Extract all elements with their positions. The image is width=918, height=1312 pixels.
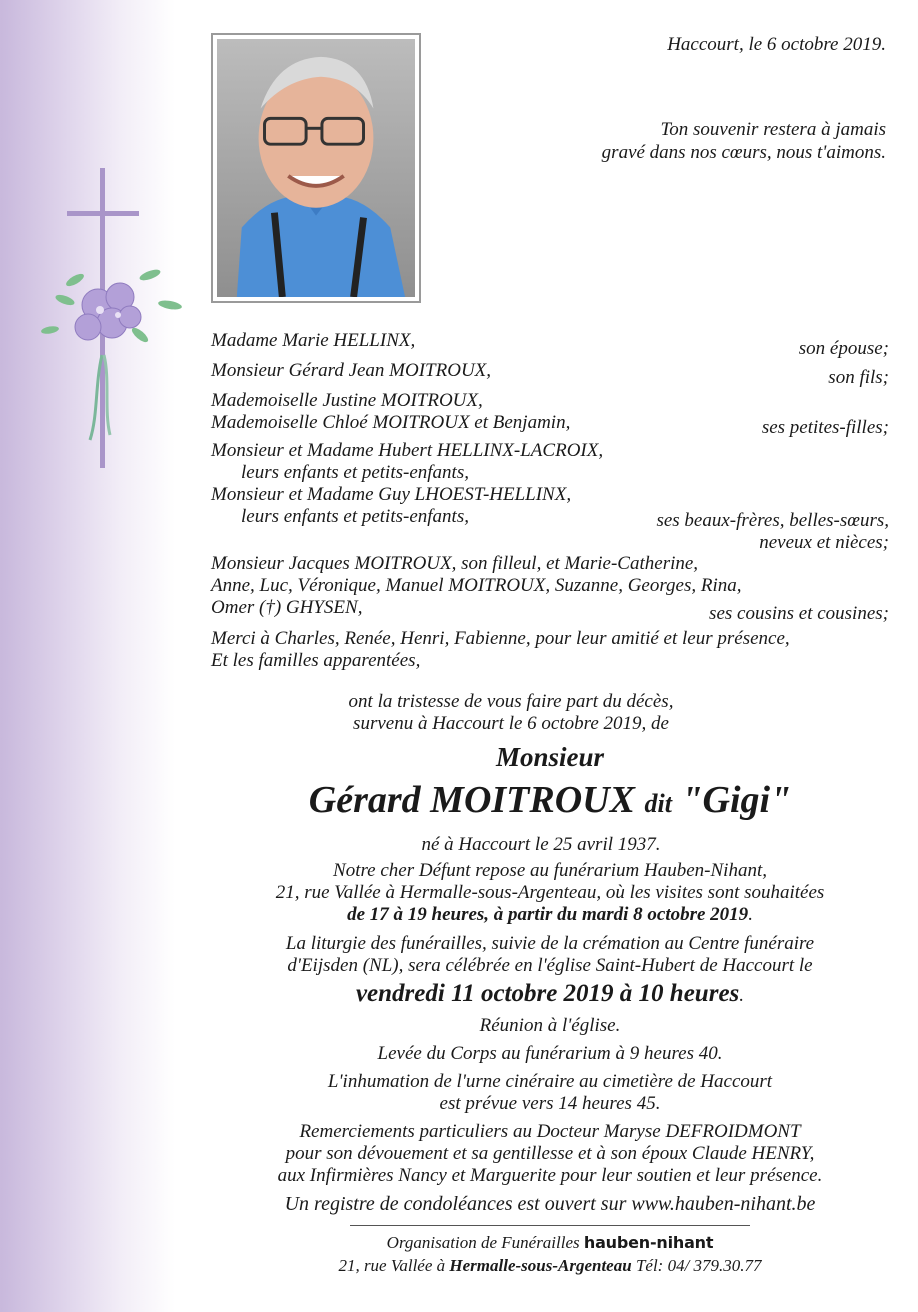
details-line: est prévue vers 14 heures 45. xyxy=(439,1093,661,1114)
ceremony-date-text: vendredi 11 octobre 2019 à 10 heures xyxy=(355,980,740,1007)
family-relation: son épouse; xyxy=(798,338,889,359)
family-entry-spouse xyxy=(211,330,889,359)
family-relation: son fils; xyxy=(828,367,889,388)
memorial-verse xyxy=(602,118,886,164)
family-name: Mademoiselle Justine MOITROUX, xyxy=(211,390,483,411)
family-name: Omer (†) GHYSEN, xyxy=(211,597,363,618)
family-name: Mademoiselle Chloé MOITROUX et Benjamin, xyxy=(211,412,571,433)
family-name: Monsieur et Madame Hubert HELLINX-LACROIX, xyxy=(211,440,604,461)
family-relation: ses petites-filles; xyxy=(761,417,889,438)
birth-info: né à Haccourt le 25 avril 1937. xyxy=(421,834,661,855)
announcement xyxy=(211,691,811,735)
family-name: Anne, Luc, Véronique, Manuel MOITROUX, Suzanne, Georges, Rina, xyxy=(211,575,742,596)
deceased-name-text: Gérard MOITROUX xyxy=(308,779,635,821)
thanks-info xyxy=(150,1121,918,1187)
family-entry-granddaughters xyxy=(211,390,889,438)
family-name: leurs enfants et petits-enfants, xyxy=(241,462,469,483)
family-name: Et les familles apparentées, xyxy=(211,650,421,671)
details-line: Notre cher Défunt repose au funérarium Hauben-Nihant, xyxy=(333,860,767,881)
family-name: Merci à Charles, Renée, Henri, Fabienne, pour leur amitié et leur présence, xyxy=(211,628,790,649)
visit-hours: de 17 à 19 heures, à partir du mardi 8 octobre 2019 xyxy=(347,904,749,925)
details-line-visits xyxy=(200,904,900,926)
footer-address-town: Hermalle-sous-Argenteau xyxy=(449,1256,632,1275)
inhumation-info xyxy=(150,1071,918,1115)
footer-address xyxy=(150,1256,918,1276)
announcement-line: survenu à Haccourt le 6 octobre 2019, de xyxy=(353,713,669,734)
cross-flower-decoration xyxy=(40,165,200,475)
verse-line: Ton souvenir restera à jamais xyxy=(660,119,886,140)
deceased-name xyxy=(150,778,918,822)
family-relation: ses cousins et cousines; xyxy=(709,603,889,624)
levee-info: Levée du Corps au funérarium à 9 heures 40. xyxy=(377,1043,723,1064)
family-name: leurs enfants et petits-enfants, xyxy=(241,506,469,527)
portrait-photo xyxy=(211,33,421,303)
punctuation: . xyxy=(748,904,753,925)
details-line: aux Infirmières Nancy et Marguerite pour leur soutien et leur présence. xyxy=(277,1165,823,1186)
dateline: Haccourt, le 6 octobre 2019. xyxy=(667,34,886,55)
footer-address-prefix: 21, rue Vallée à xyxy=(338,1256,446,1275)
family-name: Madame Marie HELLINX, xyxy=(211,330,416,351)
deceased-dit: dit xyxy=(644,789,672,818)
footer-divider xyxy=(350,1225,750,1226)
footer-organisation xyxy=(150,1233,918,1253)
meeting-info: Réunion à l'église. xyxy=(479,1015,621,1036)
announcement-line: ont la tristesse de vous faire part du décès, xyxy=(348,691,674,712)
family-entry-in-laws xyxy=(211,440,889,553)
family-entry-thanks xyxy=(211,628,889,672)
details-line: Remerciements particuliers au Docteur Maryse DEFROIDMONT xyxy=(299,1121,801,1142)
details-liturgy xyxy=(200,933,900,977)
details-repose xyxy=(200,860,900,926)
verse-line: gravé dans nos cœurs, nous t'aimons. xyxy=(601,142,886,163)
details-line: pour son dévouement et sa gentillesse et à son époux Claude HENRY, xyxy=(285,1143,815,1164)
ceremony-date xyxy=(150,980,918,1008)
deceased-title: Monsieur xyxy=(495,742,605,772)
family-name: Monsieur Jacques MOITROUX, son filleul, et Marie-Catherine, xyxy=(211,553,699,574)
details-line: 21, rue Vallée à Hermalle-sous-Argenteau, où les visites sont souhaitées xyxy=(275,882,825,903)
deceased-nickname: "Gigi" xyxy=(681,779,792,821)
footer-phone: Tél: 04/ 379.30.77 xyxy=(635,1256,762,1275)
footer-org-label: Organisation de Funérailles xyxy=(386,1233,580,1252)
family-entry-cousins xyxy=(211,553,889,624)
family-name: Monsieur et Madame Guy LHOEST-HELLINX, xyxy=(211,484,572,505)
family-relation-line: neveux et nièces; xyxy=(759,532,889,553)
family-relation xyxy=(656,510,889,554)
family-name: Monsieur Gérard Jean MOITROUX, xyxy=(211,360,492,381)
condolence-register: Un registre de condoléances est ouvert sur www.hauben-nihant.be xyxy=(284,1193,816,1215)
details-line: La liturgie des funérailles, suivie de la crémation au Centre funéraire xyxy=(285,933,815,954)
punctuation: . xyxy=(739,985,745,1006)
details-line: L'inhumation de l'urne cinéraire au cimetière de Haccourt xyxy=(327,1071,773,1092)
family-relation-line: ses beaux-frères, belles-sœurs, xyxy=(656,510,889,531)
details-line: d'Eijsden (NL), sera célébrée en l'église Saint-Hubert de Haccourt le xyxy=(287,955,813,976)
brand-logo: hauben-nihant xyxy=(583,1233,714,1252)
family-entry-son xyxy=(211,360,889,388)
